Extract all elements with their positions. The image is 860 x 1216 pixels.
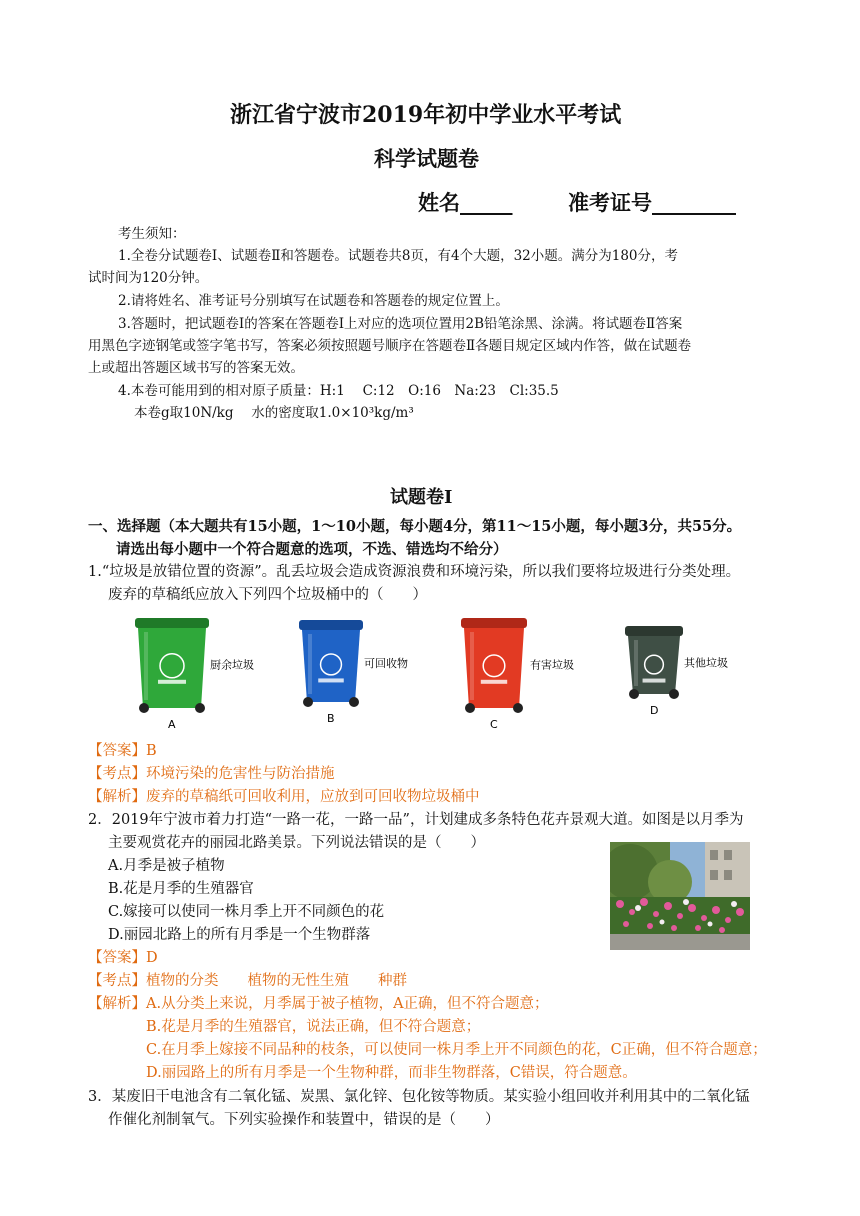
notice-item-5: 本卷g取10N/kg 水的密度取1.0×10³kg/m³ — [134, 405, 414, 421]
q3-stem-cont: 作催化剂制氧气。下列实验操作和装置中，错误的是（ ） — [108, 1112, 500, 1128]
bin-label-c: 有害垃圾 — [530, 658, 574, 672]
q2-analysis-b: B.花是月季的生殖器官，说法正确，但不符合题意； — [146, 1019, 481, 1035]
notice-item-1: 1.全卷分试题卷Ⅰ、试题卷Ⅱ和答题卷。试题卷共8页，有4个大题，32小题。满分为180分，考 — [118, 248, 679, 264]
q2-answer: 【答案】D — [88, 950, 158, 966]
q1-analysis: 【解析】废弃的草稿纸可回收利用，应放到可回收物垃圾桶中 — [88, 789, 480, 805]
bin-label-a: 厨余垃圾 — [210, 658, 254, 672]
notice-item-4: 4.本卷可能用到的相对原子质量：H:1 C:12 O:16 Na:23 Cl:35.5 — [118, 383, 559, 399]
rose-street-photo — [610, 842, 750, 950]
section-heading: 一、选择题（本大题共有15小题，1～10小题，每小题4分，第11～15小题，每小题3分，共55分。 — [88, 518, 742, 535]
q2-analysis-d: D.丽园路上的所有月季是一个生物种群，而非生物群落，C错误，符合题意。 — [146, 1065, 637, 1081]
q1-stem: 1.“垃圾是放错位置的资源”。乱丢垃圾会造成资源浪费和环境污染，所以我们要将垃圾进行分类处理。 — [88, 564, 741, 580]
id-field: 准考证号________ — [568, 190, 736, 215]
notice-item-3-cont: 用黑色字迹钢笔或签字笔书写，答案必须按照题号顺序在答题卷Ⅱ各题目规定区域内作答，做在试题卷 — [88, 338, 692, 354]
notice-item-3-end: 上或超出答题区域书写的答案无效。 — [88, 360, 304, 376]
q2-option-c: C.嫁接可以使同一株月季上开不同颜色的花 — [108, 904, 385, 920]
bin-letter-a: A — [168, 718, 176, 731]
q1-point: 【考点】环境污染的危害性与防治措施 — [88, 766, 335, 782]
bin-c — [461, 618, 527, 713]
notice-item-3: 3.答题时，把试题卷Ⅰ的答案在答题卷Ⅰ上对应的选项位置用2B铅笔涂黑、涂满。将试题卷Ⅱ答案 — [118, 316, 683, 332]
q2-stem: 2．2019年宁波市着力打造“一路一花，一路一品”，计划建成多条特色花卉景观大道。如图是以月季为 — [88, 812, 744, 828]
bin-label-d: 其他垃圾 — [684, 656, 728, 670]
q2-analysis: 【解析】A.从分类上来说，月季属于被子植物，A正确，但不符合题意； — [88, 996, 549, 1012]
q1-stem-cont: 废弃的草稿纸应放入下列四个垃圾桶中的（ ） — [108, 587, 427, 603]
q2-option-d: D.丽园北路上的所有月季是一个生物群落 — [108, 927, 371, 943]
exam-subtitle: 科学试题卷 — [374, 146, 479, 171]
section-title: 试题卷Ⅰ — [390, 487, 453, 508]
garbage-bins-figure — [120, 610, 760, 740]
q1-answer: 【答案】B — [88, 743, 157, 759]
bin-b — [299, 620, 363, 707]
bin-label-b: 可回收物 — [364, 656, 408, 670]
bin-d — [625, 626, 683, 699]
q2-option-a: A.月季是被子植物 — [108, 858, 225, 874]
q2-analysis-c: C.在月季上嫁接不同品种的枝条，可以使同一株月季上开不同颜色的花，C正确，但不符合题意； — [146, 1042, 767, 1058]
section-heading-cont: 请选出每小题中一个符合题意的选项，不选、错选均不给分） — [116, 541, 508, 558]
q2-stem-cont: 主要观赏花卉的丽园北路美景。下列说法错误的是（ ） — [108, 835, 485, 851]
q2-option-b: B.花是月季的生殖器官 — [108, 881, 254, 897]
q3-stem: 3．某废旧干电池含有二氧化锰、炭黑、氯化锌、包化铵等物质。某实验小组回收并利用其中的二氧化锰 — [88, 1089, 750, 1105]
notice-item-1-cont: 试时间为120分钟。 — [88, 270, 209, 286]
bin-letter-b: B — [327, 712, 335, 725]
notice-item-2: 2.请将姓名、准考证号分别填写在试题卷和答题卷的规定位置上。 — [118, 293, 509, 309]
notice-heading: 考生须知： — [118, 226, 186, 242]
bin-letter-c: C — [490, 718, 498, 731]
name-field: 姓名_____ — [418, 190, 513, 215]
q2-point: 【考点】植物的分类 植物的无性生殖 种群 — [88, 973, 407, 989]
exam-title: 浙江省宁波市2019年初中学业水平考试 — [230, 102, 622, 128]
bin-letter-d: D — [650, 704, 659, 717]
bin-a — [135, 618, 209, 713]
